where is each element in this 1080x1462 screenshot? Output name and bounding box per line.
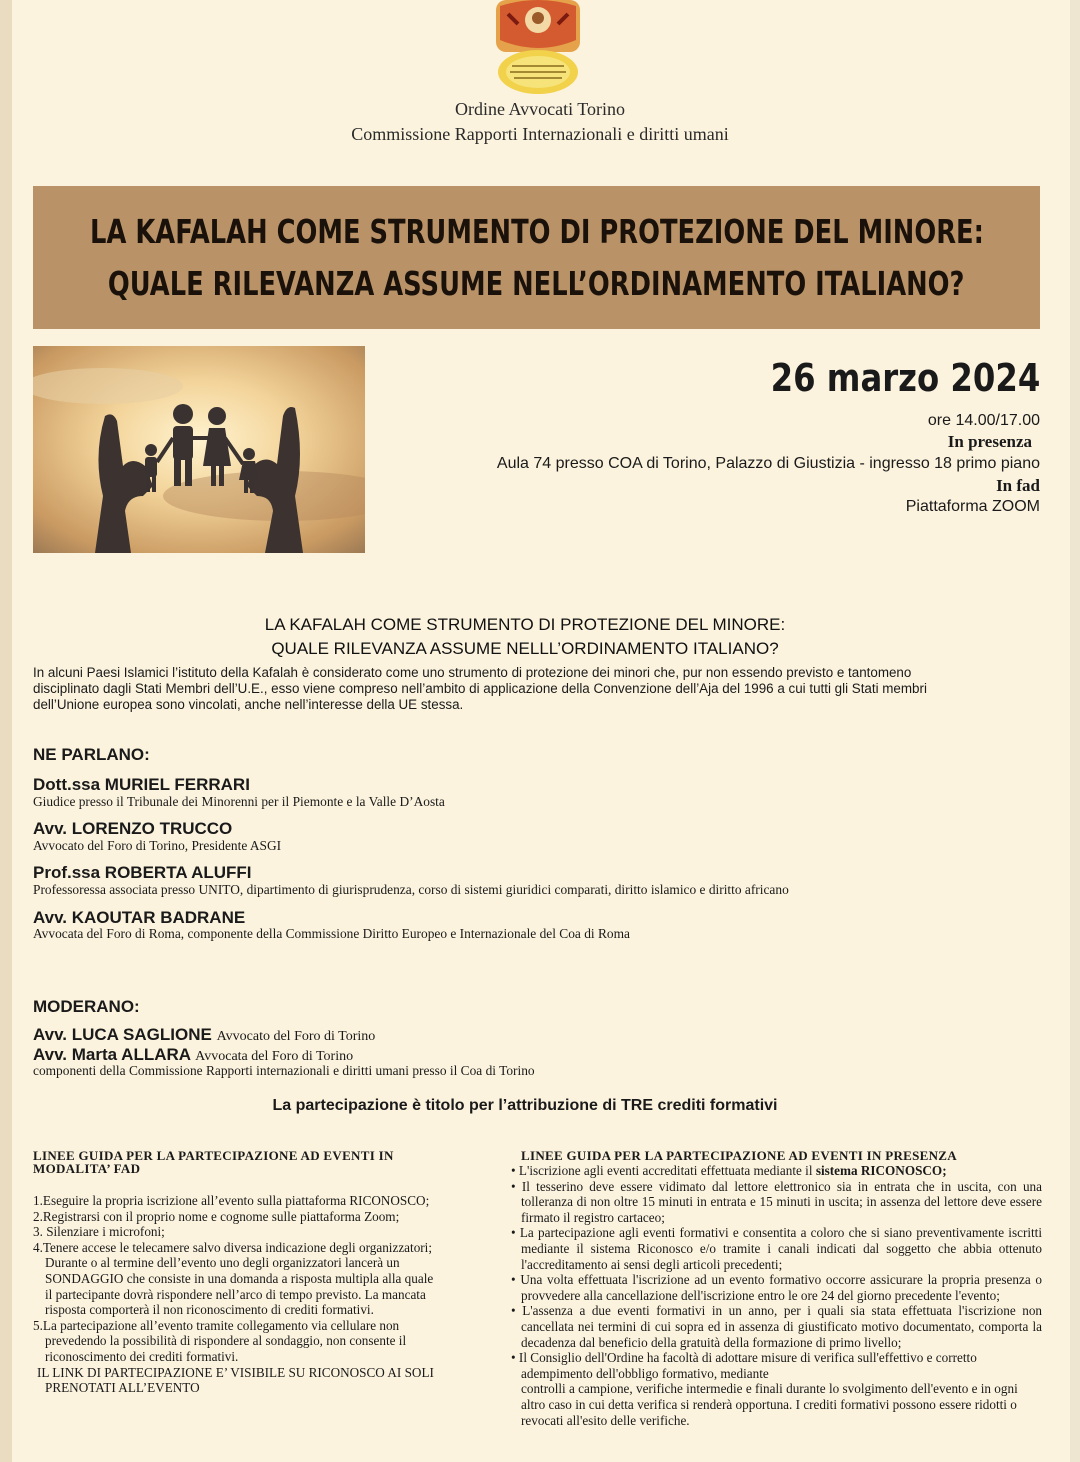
fad-guideline: 2.Registrarsi con il proprio nome e cognome sulle piattaforma Zoom; [33,1208,400,1224]
bullet-icon: • [511,1272,516,1288]
presenza-guidelines-list [507,1163,1042,1428]
speakers-heading: NE PARLANO: [33,745,150,764]
speaker-role: Giudice presso il Tribunale dei Minorenni per il Piemonte e la Valle D’Aosta [33,794,445,809]
fad-guidelines-list [33,1193,491,1396]
guideline-text: Una volta effettuata l'iscrizione ad un evento formativo occorre assicurare la propria presenza o provvedere alla cancellazione dell'iscrizione entro le ore 24 del giorno precedente l'evento; [520,1272,1042,1303]
moderators-heading: MODERANO: [33,997,140,1016]
fad-guideline: 3. Silenziare i microfoni; [33,1224,165,1240]
presenza-guideline [507,1225,1042,1272]
speaker-role: Avvocato del Foro di Torino, Presidente ASGI [33,838,282,853]
moderator-name: Avv. Marta ALLARA [33,1045,191,1064]
presenza-guideline [507,1163,1042,1179]
speaker-name: Prof.ssa ROBERTA ALUFFI [33,863,252,882]
bullet-icon: • [511,1163,516,1178]
fad-guideline: prevedendo la possibilità di rispondere al sondaggio, non consente il [45,1333,407,1349]
moderator-entry [33,1045,353,1065]
right-edge [1070,0,1080,1462]
fad-guideline: riconoscimento dei crediti formativi. [45,1348,239,1364]
moderator-role: Avvocato del Foro di Torino [216,1029,376,1044]
guideline-text: La partecipazione agli eventi formativi e consentita a coloro che si siano preventivamente iscritti mediante il sistema Riconosco e/o tramite i canali indicati dal soggetto che abbia ottenuto l'accreditamento ai sensi degli articoli precedenti; [519,1225,1042,1272]
intro-line: dell’Unione europea sono vincolati, anche nell’interesse della UE stessa. [33,697,464,712]
banner-title-line-2: QUALE RILEVANZA ASSUME NELL’ORDINAMENTO ITALIANO? [108,263,965,303]
section-title-line-2: QUALE RILEVANZA ASSUME NELLL’ORDINAMENTO ITALIANO? [271,639,779,658]
fad-guidelines-heading [33,1149,394,1175]
event-venue: Aula 74 presso COA di Torino, Palazzo di Giustizia - ingresso 18 primo piano [496,455,1040,472]
fad-guideline: 4.Tenere accese le telecamere salvo diversa indicazione degli organizzatori; [33,1239,433,1255]
guideline-text: L'iscrizione agli eventi accreditati effettuata mediante il [518,1163,816,1178]
speaker-role: Professoressa associata presso UNITO, dipartimento di giurisprudenza, corso di sistemi giuridici comparati, diritto islamico e diritto africano [33,882,789,897]
fad-guideline: risposta comporterà il non riconoscimento di crediti formativi. [45,1302,374,1318]
speaker-name: Avv. KAOUTAR BADRANE [33,908,246,927]
speaker-role: Avvocata del Foro di Roma, componente della Commissione Diritto Europeo e Internazionale del Coa di Roma [33,926,630,941]
fad-guideline: 5.La partecipazione all’evento tramite collegamento via cellulare non [33,1317,400,1333]
speaker-name: Dott.ssa MURIEL FERRARI [33,775,250,794]
presenza-guidelines-heading: LINEE GUIDA PER LA PARTECIPAZIONE AD EVENTI IN PRESENZA [521,1148,957,1163]
guideline-text: Il tesserino deve essere vidimato dal lettore elettronico sia in entrata che in uscita, con una tolleranza di non oltre 15 minuti in entrata e 15 minuti in uscita; in assenza del lettore deve essere firmato il registro cartaceo; [521,1178,1043,1225]
fad-guideline: il partecipante dovrà rispondere nell’arco di tempo previsto. La mancata [45,1286,426,1302]
moderators-note: componenti della Commissione Rapporti internazionali e diritti umani presso il Coa di Torino [33,1063,535,1078]
fad-guideline: IL LINK DI PARTECIPAZIONE E’ VISIBILE SU RICONOSCO AI SOLI [37,1364,434,1380]
left-edge [0,0,12,1462]
bullet-icon: • [511,1178,516,1194]
guideline-bold-text: sistema RICONOSCO; [815,1163,947,1178]
intro-line: disciplinato dagli Stati Membri dell’U.E., esso viene compreso nell’ambito di applicazione della Convenzione dell’Aja del 1996 a cui tutti gli Stati membri [33,681,927,696]
org-name: Ordine Avvocati Torino [454,99,626,119]
fad-heading-line-2: MODALITA’ FAD [33,1161,141,1176]
section-title-line-1: LA KAFALAH COME STRUMENTO DI PROTEZIONE DEL MINORE: [264,615,786,634]
credits-statement: La partecipazione è titolo per l’attribuzione di TRE crediti formativi [272,1097,778,1114]
moderator-entry [33,1025,375,1045]
moderator-name: Avv. LUCA SAGLIONE [33,1025,212,1044]
coat-of-arms-seal-icon [490,0,586,96]
fad-heading-line-1: LINEE GUIDA PER LA PARTECIPAZIONE AD EVENTI IN [33,1148,394,1163]
bullet-icon: • [511,1303,516,1319]
moderator-role: Avvocata del Foro di Torino [195,1049,354,1064]
fad-guideline: 1.Eseguire la propria iscrizione all’evento sulla piattaforma RICONOSCO; [33,1193,430,1208]
online-label: In fad [996,476,1040,495]
in-person-label: In presenza [947,432,1032,451]
event-date: 26 marzo 2024 [770,356,1040,400]
presenza-guideline [507,1179,1042,1226]
event-platform: Piattaforma ZOOM [905,498,1040,515]
fad-guideline: PRENOTATI ALL’EVENTO [45,1380,200,1396]
presenza-guideline [507,1272,1042,1303]
guideline-text: Il Consiglio dell'Ordine ha facoltà di adottare misure di verifica sull'effettivo e corretto adempimento dell'obbligo formativo, mediante [518,1350,977,1381]
presenza-guideline [507,1303,1042,1350]
fad-guideline: Durante o al termine dell’evento uno degli organizzatori lancerà un [45,1255,400,1271]
banner-title-line-1: LA KAFALAH COME STRUMENTO DI PROTEZIONE DEL MINORE: [89,211,984,251]
presenza-guideline-tail: controlli a campione, verifiche intermedie e finali durante lo svolgimento dell'evento e in ogni altro caso in cui detta verifica si renderà opportuna. I crediti formativi possono essere ridotti o revocati all'esito delle verifiche. [521,1381,1018,1428]
presenza-guideline [507,1350,1042,1381]
title-banner [33,186,1040,329]
bullet-icon: • [511,1350,516,1366]
fad-guideline: SONDAGGIO che consiste in una domanda a risposta multipla alla quale [45,1270,434,1286]
intro-line: In alcuni Paesi Islamici l’istituto della Kafalah è considerato come uno strumento di protezione dei minori che, pur non essendo previsto e tantomeno [33,665,912,680]
bullet-icon: • [511,1225,516,1241]
commission-name: Commissione Rapporti Internazionali e diritti umani [351,124,729,144]
event-time: ore 14.00/17.00 [927,412,1040,429]
speaker-name: Avv. LORENZO TRUCCO [33,819,233,838]
family-in-hands-image [33,346,365,553]
intro-paragraph [33,665,1043,713]
guideline-text: L'assenza a due eventi formativi in un anno, per i quali sia stata effettuata l'iscrizione non cancellata nei termini di cui sopra ed in assenza di giustificato motivo documentato, comporta la decadenza dal beneficio della gratuità della formazione di primo livello; [521,1303,1043,1350]
